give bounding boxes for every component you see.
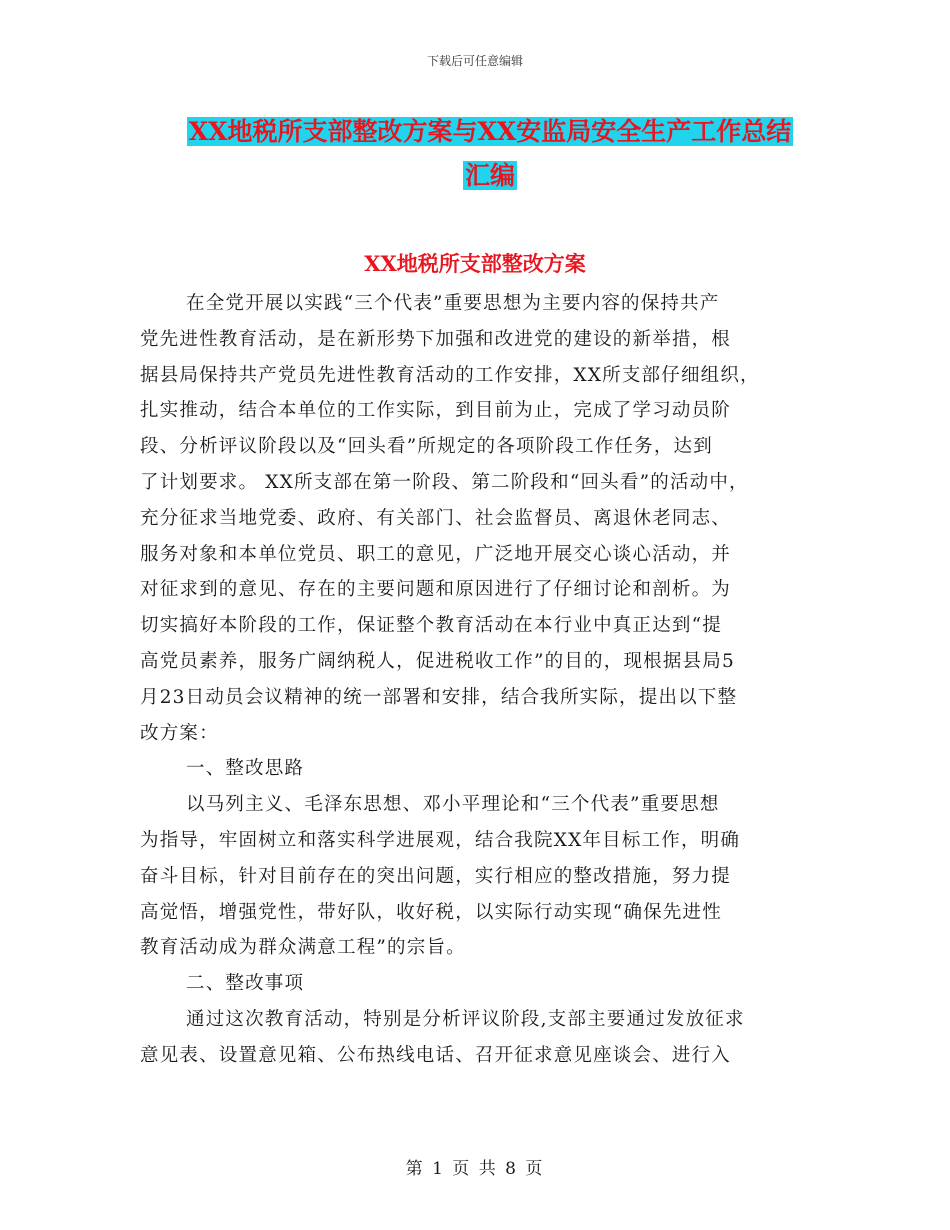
paragraph-line: 据县局保持共产党员先进性教育活动的工作安排，XX所支部仔细组织，: [140, 364, 760, 386]
paragraph-line: 以马列主义、毛泽东思想、邓小平理论和“三个代表”重要思想: [186, 794, 720, 816]
paragraph-line: 月23日动员会议精神的统一部署和安排，结合我所实际，提出以下整: [140, 686, 738, 708]
section-title: XX地税所支部整改方案: [364, 251, 586, 276]
body-text: [140, 286, 820, 1074]
paragraph-line: 充分征求当地党委、政府、有关部门、社会监督员、离退休老同志、: [140, 507, 732, 529]
page-footer: 第 1 页 共 8 页: [405, 1159, 545, 1179]
paragraph-line: 在全党开展以实践“三个代表”重要思想为主要内容的保持共产: [186, 293, 720, 314]
paragraph-line: 奋斗目标，针对目前存在的突出问题，实行相应的整改措施，努力提: [140, 865, 732, 887]
paragraph-line: 教育活动成为群众满意工程”的宗旨。: [140, 937, 466, 959]
paragraph-line: 通过这次教育活动，特别是分析评议阶段,支部主要通过发放征求: [186, 1008, 745, 1030]
document-title: [140, 110, 840, 198]
section-heading-1: 一、整改思路: [186, 758, 305, 780]
page-header: 下载后可任意编辑: [426, 54, 523, 68]
paragraph-line: 段、分析评议阶段以及“回头看”所规定的各项阶段工作任务，达到: [140, 436, 713, 458]
paragraph-line: 服务对象和本单位党员、职工的意见，广泛地开展交心谈心活动，并: [140, 543, 732, 565]
paragraph-line: 意见表、设置意见箱、公布热线电话、召开征求意见座谈会、进行入: [140, 1044, 732, 1066]
paragraph-line: 切实搞好本阶段的工作，保证整个教育活动在本行业中真正达到“提: [140, 615, 722, 637]
paragraph-line: 扎实推动，结合本单位的工作实际，到目前为止，完成了学习动员阶: [140, 400, 732, 422]
paragraph-line: 为指导，牢固树立和落实科学进展观，结合我院XX年目标工作，明确: [140, 829, 741, 851]
paragraph-line: 对征求到的意见、存在的主要问题和原因进行了仔细讨论和剖析。为: [140, 579, 732, 601]
paragraph-line: 高党员素养，服务广阔纳税人，促进税收工作”的目的，现根据县局5: [140, 650, 735, 672]
document-title-line-1: XX地税所支部整改方案与XX安监局安全生产工作总结: [188, 117, 792, 146]
paragraph-line: 党先进性教育活动，是在新形势下加强和改进党的建设的新举措，根: [140, 328, 732, 350]
section-heading-2: 二、整改事项: [186, 973, 305, 995]
paragraph-line: 改方案：: [140, 722, 219, 744]
paragraph-line: 高觉悟，增强党性，带好队，收好税，以实际行动实现“确保先进性: [140, 901, 722, 923]
document-title-line-2: 汇编: [464, 161, 515, 190]
paragraph-line: 了计划要求。 XX所支部在第一阶段、第二阶段和“回头看”的活动中，: [140, 471, 749, 493]
